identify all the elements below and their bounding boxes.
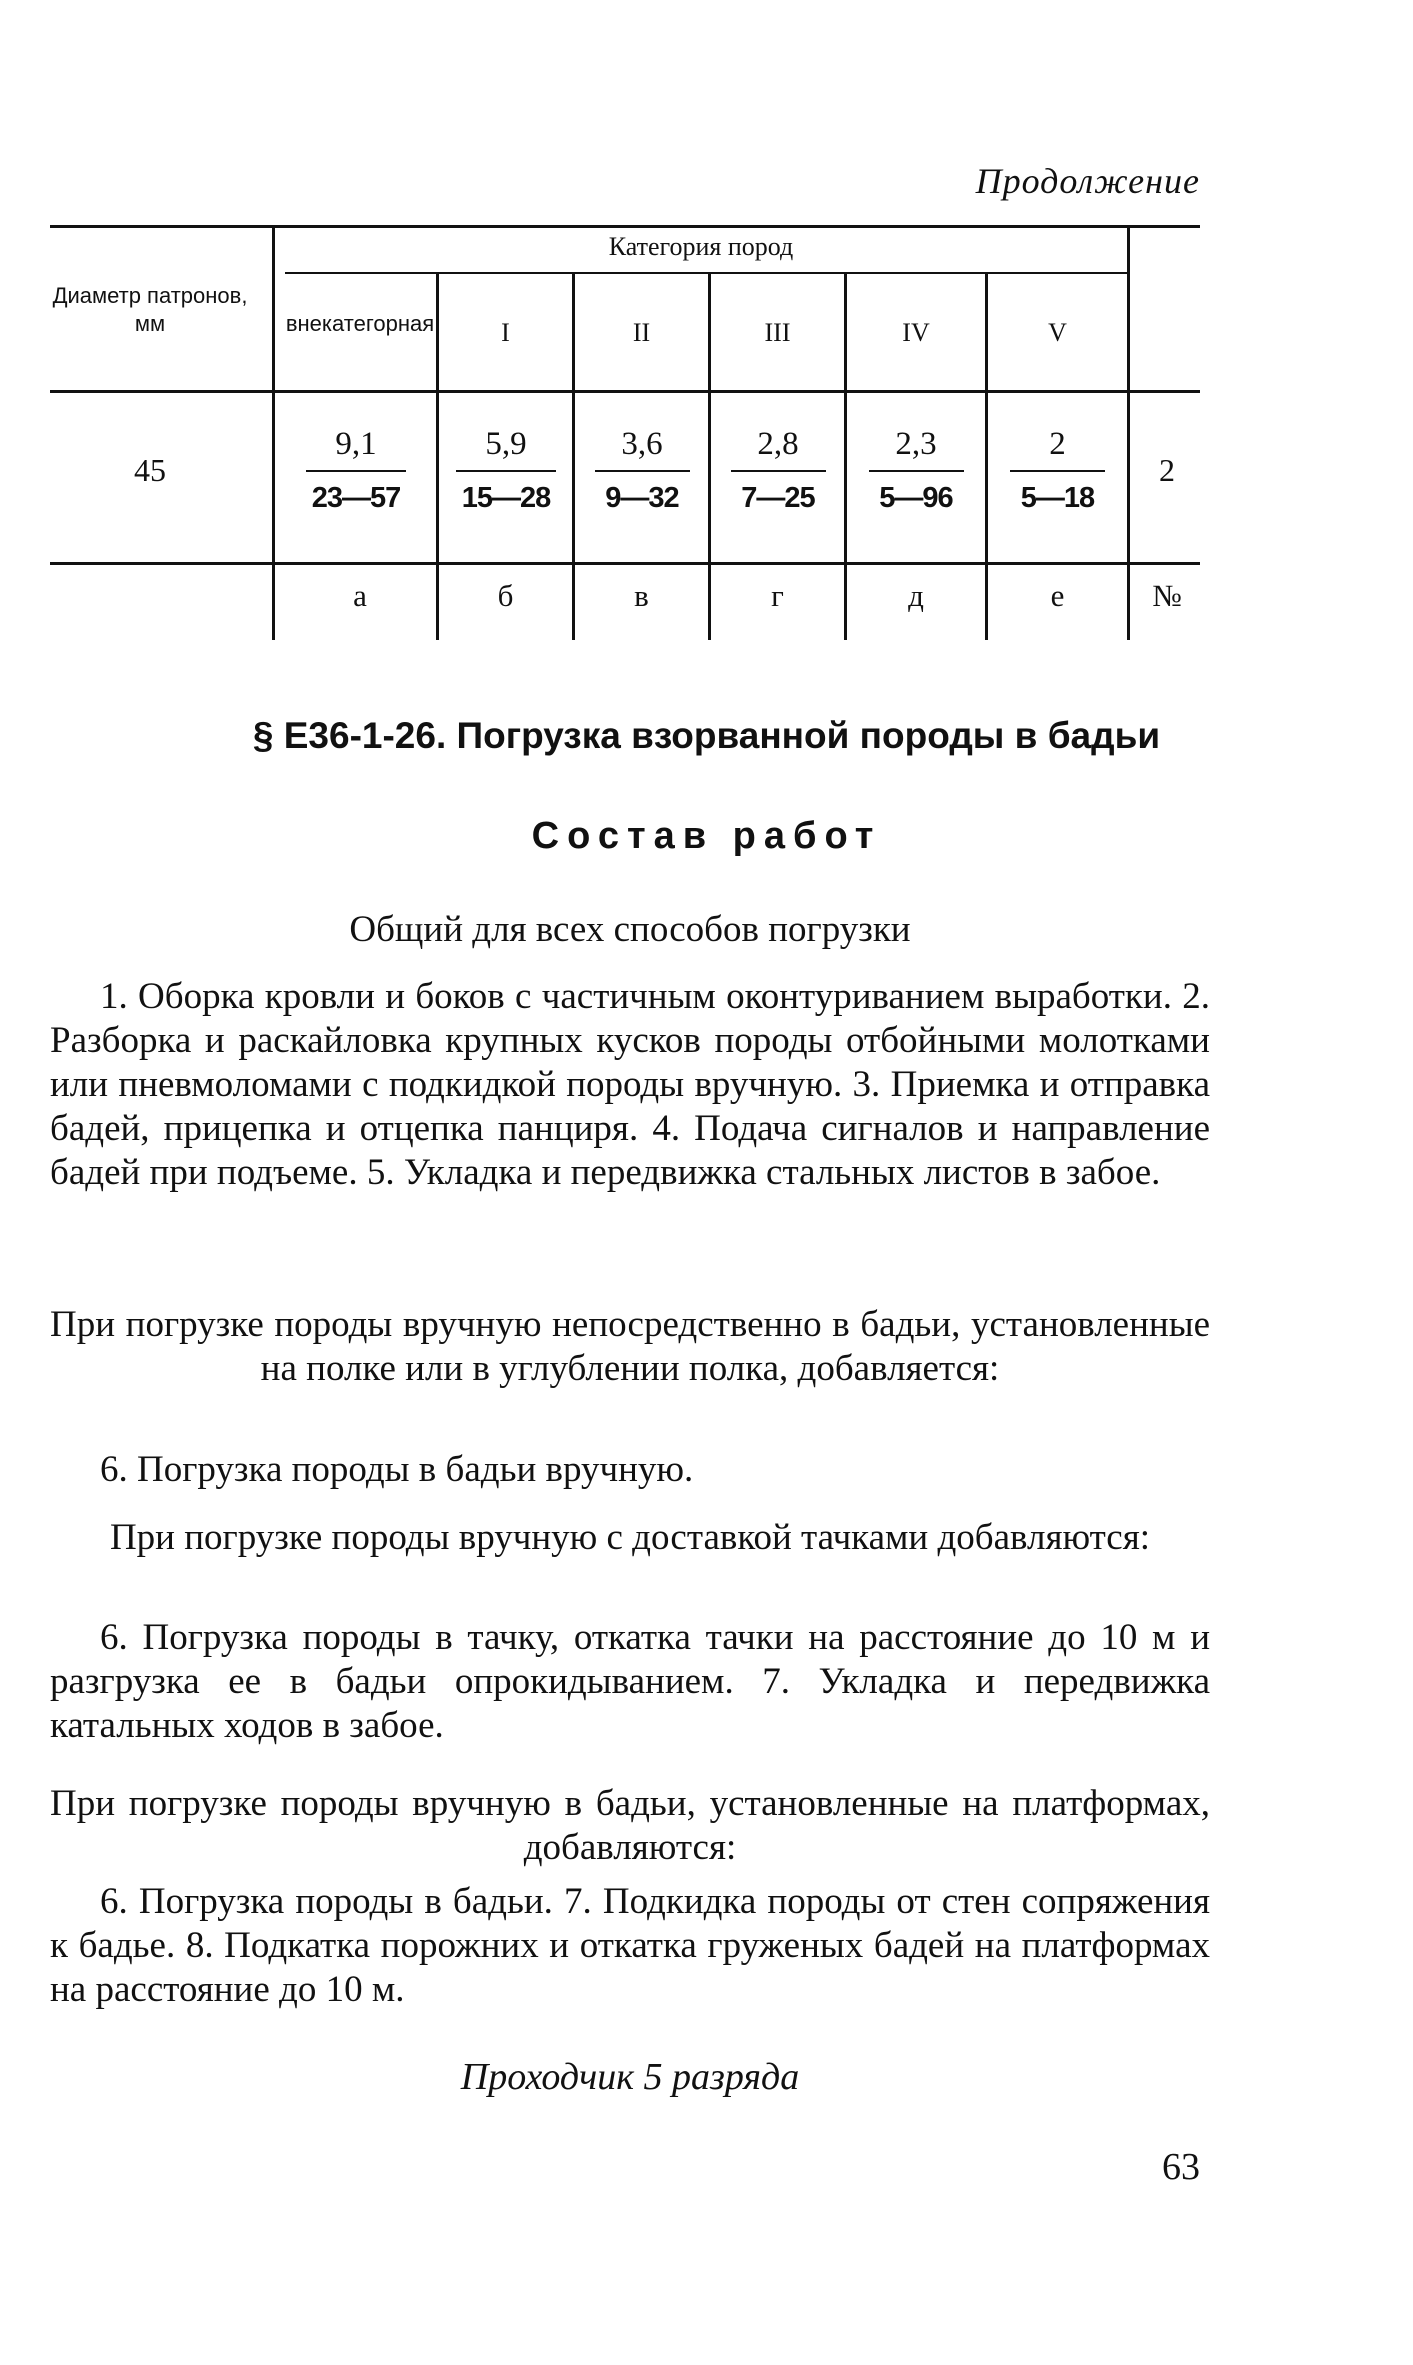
table-divider bbox=[1127, 225, 1130, 640]
table-divider bbox=[272, 225, 275, 640]
category-group-header: Категория пород bbox=[608, 232, 794, 261]
norm-cell bbox=[578, 422, 706, 520]
column-letter: г bbox=[771, 578, 784, 613]
page-number: 63 bbox=[1162, 2146, 1200, 2188]
section-title: § Е36-1-26. Погрузка взорванной породы в бадьи bbox=[252, 715, 1161, 756]
condition-paragraph: При погрузке породы вручную с доставкой тачками добавляются: bbox=[109, 1517, 1151, 1558]
works-composition-heading: Состав работ bbox=[531, 815, 882, 857]
header-bottom-rule bbox=[50, 390, 1200, 393]
column-letter: в bbox=[634, 578, 649, 613]
category-header: III bbox=[764, 318, 791, 347]
general-works-paragraph: 1. Оборка кровли и боков с частичным оконтуриванием выработки. 2. Разборка и раскайловка крупных кусков породы отбойными молотками или пневмоломами с подкидкой породы вручную. 3. Приемка и отправка бадей, прицепка и отцепка панциря. 4. Подача сигналов и направление бадей при подъеме. 5. Укладка и передвижка стальных листов в забое. bbox=[50, 976, 1210, 1193]
condition-paragraph: При погрузке породы вручную непосредственно в бадьи, установленные на полке или в углублении полка, добавляется: bbox=[50, 1304, 1210, 1389]
number-sign: № bbox=[1152, 578, 1182, 613]
norm-time: 2 bbox=[1049, 426, 1066, 462]
condition-paragraph: При погрузке породы вручную в бадьи, установленные на платформах, добавляются: bbox=[50, 1783, 1210, 1868]
diameter-value: 45 bbox=[134, 452, 166, 488]
norm-range: 9—32 bbox=[605, 482, 679, 514]
norm-cell bbox=[991, 422, 1124, 520]
diameter-column-header: Диаметр патронов, мм bbox=[52, 283, 248, 336]
norm-cell bbox=[442, 422, 570, 520]
category-header: I bbox=[501, 318, 510, 347]
norm-time: 2,8 bbox=[757, 426, 799, 462]
row-bottom-rule bbox=[50, 562, 1200, 565]
norm-time: 3,6 bbox=[621, 426, 663, 462]
norm-time: 2,3 bbox=[895, 426, 937, 462]
column-letter: е bbox=[1050, 578, 1065, 613]
norm-cell bbox=[714, 422, 842, 520]
norm-range: 7—25 bbox=[741, 482, 815, 514]
category-header: V bbox=[1048, 318, 1067, 347]
worker-grade: Проходчик 5 разряда bbox=[460, 2056, 800, 2098]
continuation-label: Продолжение bbox=[975, 161, 1200, 201]
norm-range: 15—28 bbox=[461, 482, 551, 514]
norm-range: 5—96 bbox=[879, 482, 953, 514]
work-item: 6. Погрузка породы в бадьи. 7. Подкидка породы от стен сопряжения к бадье. 8. Подкатка порожних и откатка груженых бадей на платформах на расстояние до 10 м. bbox=[50, 1881, 1210, 2010]
table-top-rule bbox=[50, 225, 1200, 228]
general-heading: Общий для всех способов погрузки bbox=[349, 909, 911, 950]
category-header: II bbox=[632, 318, 651, 347]
norm-range: 23—57 bbox=[311, 482, 401, 514]
category-header: внекатегорная bbox=[285, 311, 435, 336]
category-header: IV bbox=[902, 318, 930, 347]
norm-time: 5,9 bbox=[485, 426, 527, 462]
norm-cell bbox=[290, 422, 422, 520]
column-letter: а bbox=[353, 578, 367, 613]
norm-cell bbox=[850, 422, 982, 520]
norm-range: 5—18 bbox=[1020, 482, 1095, 514]
column-letter: б bbox=[497, 578, 514, 613]
norm-time: 9,1 bbox=[335, 426, 377, 462]
column-letter: д bbox=[908, 578, 924, 613]
work-item: 6. Погрузка породы в тачку, откатка тачки на расстояние до 10 м и разгрузка ее в бадьи опрокидыванием. 7. Укладка и передвижка катальных ходов в забое. bbox=[50, 1617, 1210, 1746]
work-item: 6. Погрузка породы в бадьи вручную. bbox=[100, 1449, 694, 1490]
row-number: 2 bbox=[1159, 452, 1175, 488]
